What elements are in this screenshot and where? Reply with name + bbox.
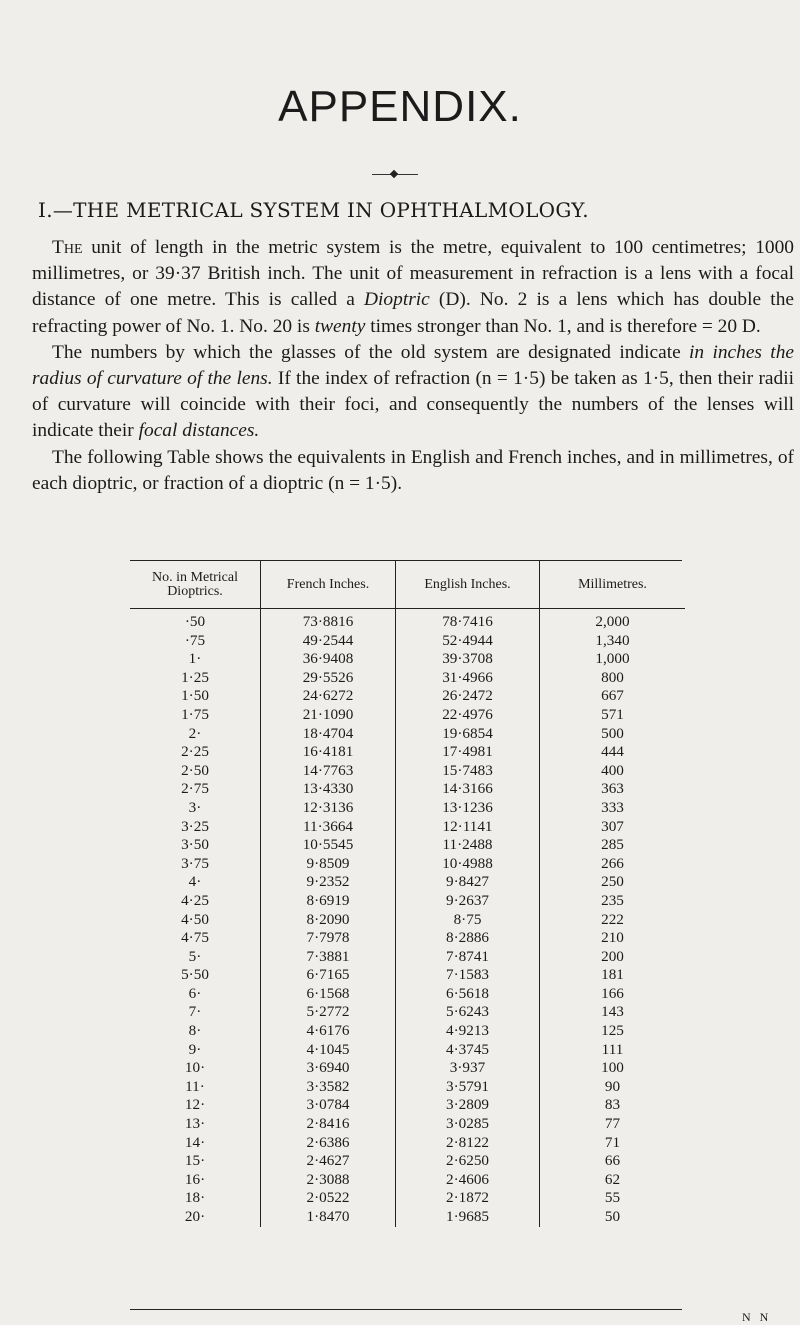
cell-french-inches: 9·8509 bbox=[261, 855, 396, 874]
cell-french-inches: 49·2544 bbox=[261, 632, 396, 651]
table-row bbox=[130, 1059, 685, 1078]
cell-french-inches: 5·2772 bbox=[261, 1003, 396, 1022]
cell-millimetres: 166 bbox=[540, 985, 686, 1004]
cell-millimetres: 1,340 bbox=[540, 632, 686, 651]
cell-french-inches: 8·2090 bbox=[261, 911, 396, 930]
cell-millimetres: 2,000 bbox=[540, 609, 686, 632]
signature-mark: N N bbox=[742, 1310, 772, 1324]
cell-english-inches: 2·4606 bbox=[396, 1171, 540, 1190]
cell-millimetres: 90 bbox=[540, 1078, 686, 1097]
table-row bbox=[130, 948, 685, 967]
cell-millimetres: 125 bbox=[540, 1022, 686, 1041]
paragraph-3 bbox=[32, 445, 794, 497]
cell-english-inches: 2·1872 bbox=[396, 1189, 540, 1208]
cell-english-inches: 5·6243 bbox=[396, 1003, 540, 1022]
table-row bbox=[130, 1022, 685, 1041]
paragraph-text: The numbers by which the glasses of the old system are designated indicate bbox=[52, 341, 690, 363]
table-row bbox=[130, 1096, 685, 1115]
paragraph-emphasis: twenty bbox=[314, 315, 366, 337]
cell-dioptric: 5·50 bbox=[181, 966, 209, 984]
table-row bbox=[130, 855, 685, 874]
table-row bbox=[130, 743, 685, 762]
cell-millimetres: 77 bbox=[540, 1115, 686, 1134]
cell-french-inches: 6·7165 bbox=[261, 966, 396, 985]
cell-english-inches: 19·6854 bbox=[396, 725, 540, 744]
cell-millimetres: 55 bbox=[540, 1189, 686, 1208]
cell-dioptric: 1·50 bbox=[181, 687, 209, 705]
cell-dioptric: 4· bbox=[188, 873, 202, 891]
table-row bbox=[130, 966, 685, 985]
table-body bbox=[130, 609, 685, 1227]
cell-millimetres: 1,000 bbox=[540, 650, 686, 669]
cell-dioptric: 4·75 bbox=[181, 929, 209, 947]
cell-millimetres: 235 bbox=[540, 892, 686, 911]
table-row bbox=[130, 706, 685, 725]
cell-french-inches: 3·0784 bbox=[261, 1096, 396, 1115]
header-metrical-dioptrics: No. in Metrical Dioptrics. bbox=[130, 561, 261, 609]
cell-dioptric: 1·75 bbox=[181, 705, 209, 723]
cell-dioptric: 13· bbox=[184, 1115, 206, 1133]
table-row bbox=[130, 1189, 685, 1208]
title-ornament-rule bbox=[372, 174, 418, 175]
table-row bbox=[130, 836, 685, 855]
cell-dioptric: 5· bbox=[188, 947, 202, 965]
table-row bbox=[130, 1041, 685, 1060]
cell-dioptric: 1· bbox=[188, 650, 202, 668]
cell-french-inches: 2·0522 bbox=[261, 1189, 396, 1208]
cell-english-inches: 3·2809 bbox=[396, 1096, 540, 1115]
table-row bbox=[130, 650, 685, 669]
cell-english-inches: 12·1141 bbox=[396, 818, 540, 837]
cell-dioptric: ·75 bbox=[184, 631, 206, 649]
cell-dioptric: 11· bbox=[185, 1077, 205, 1095]
cell-dioptric: 8· bbox=[188, 1022, 202, 1040]
cell-french-inches: 13·4330 bbox=[261, 780, 396, 799]
cell-english-inches: 15·7483 bbox=[396, 762, 540, 781]
cell-dioptric: 10· bbox=[184, 1059, 206, 1077]
cell-millimetres: 667 bbox=[540, 687, 686, 706]
cell-dioptric: 4·50 bbox=[181, 910, 209, 928]
cell-millimetres: 83 bbox=[540, 1096, 686, 1115]
cell-dioptric: 15· bbox=[184, 1152, 206, 1170]
paragraph-1 bbox=[32, 235, 794, 340]
table-row bbox=[130, 1115, 685, 1134]
cell-millimetres: 266 bbox=[540, 855, 686, 874]
cell-english-inches: 10·4988 bbox=[396, 855, 540, 874]
table-row bbox=[130, 1134, 685, 1153]
header-french-inches: French Inches. bbox=[261, 561, 396, 609]
cell-dioptric: 2·25 bbox=[181, 743, 209, 761]
table-row bbox=[130, 780, 685, 799]
paragraph-text: The following Table shows the equivalents in English and French inches, and in millimetres, of each dioptric, or fraction of a dioptric (n = 1·5). bbox=[32, 446, 794, 494]
cell-french-inches: 9·2352 bbox=[261, 873, 396, 892]
cell-english-inches: 39·3708 bbox=[396, 650, 540, 669]
table-row bbox=[130, 799, 685, 818]
cell-english-inches: 26·2472 bbox=[396, 687, 540, 706]
cell-french-inches: 73·8816 bbox=[261, 609, 396, 632]
cell-millimetres: 500 bbox=[540, 725, 686, 744]
body-text bbox=[32, 235, 794, 497]
table-header-row bbox=[130, 561, 685, 609]
cell-millimetres: 181 bbox=[540, 966, 686, 985]
cell-french-inches: 24·6272 bbox=[261, 687, 396, 706]
cell-dioptric: 2·50 bbox=[181, 761, 209, 779]
paragraph-emphasis: focal distances. bbox=[138, 420, 260, 442]
cell-millimetres: 50 bbox=[540, 1208, 686, 1227]
cell-english-inches: 9·8427 bbox=[396, 873, 540, 892]
table-row bbox=[130, 911, 685, 930]
cell-french-inches: 14·7763 bbox=[261, 762, 396, 781]
table-row bbox=[130, 609, 685, 632]
table-row bbox=[130, 1003, 685, 1022]
cell-dioptric: 1·25 bbox=[181, 668, 209, 686]
cell-millimetres: 307 bbox=[540, 818, 686, 837]
cell-dioptric: 4·25 bbox=[181, 891, 209, 909]
cell-english-inches: 9·2637 bbox=[396, 892, 540, 911]
cell-dioptric: 3·75 bbox=[181, 854, 209, 872]
cell-english-inches: 7·8741 bbox=[396, 948, 540, 967]
cell-french-inches: 29·5526 bbox=[261, 669, 396, 688]
paragraph-text: unit of length in the metric system is the metre, equivalent to 100 centimetres; 1000 millimetres, or 39·37 British inch. The unit of measurement in refraction is a lens with a focal distance of one metre. This is called a bbox=[32, 237, 794, 311]
cell-millimetres: 143 bbox=[540, 1003, 686, 1022]
cell-french-inches: 12·3136 bbox=[261, 799, 396, 818]
cell-english-inches: 7·1583 bbox=[396, 966, 540, 985]
table-row bbox=[130, 669, 685, 688]
paragraph-text: times stronger than No. 1, and is therefore = 20 D. bbox=[365, 315, 761, 337]
cell-dioptric: 9· bbox=[188, 1040, 202, 1058]
cell-dioptric: 2· bbox=[188, 724, 202, 742]
table-row bbox=[130, 762, 685, 781]
cell-millimetres: 250 bbox=[540, 873, 686, 892]
table-row bbox=[130, 1078, 685, 1097]
paragraph-2 bbox=[32, 340, 794, 445]
cell-millimetres: 210 bbox=[540, 929, 686, 948]
cell-french-inches: 11·3664 bbox=[261, 818, 396, 837]
cell-english-inches: 4·3745 bbox=[396, 1041, 540, 1060]
cell-english-inches: 13·1236 bbox=[396, 799, 540, 818]
table-row bbox=[130, 873, 685, 892]
cell-millimetres: 571 bbox=[540, 706, 686, 725]
cell-french-inches: 7·3881 bbox=[261, 948, 396, 967]
paragraph-lead: The bbox=[52, 237, 83, 258]
cell-english-inches: 11·2488 bbox=[396, 836, 540, 855]
cell-english-inches: 2·8122 bbox=[396, 1134, 540, 1153]
cell-french-inches: 3·6940 bbox=[261, 1059, 396, 1078]
cell-french-inches: 2·4627 bbox=[261, 1152, 396, 1171]
cell-dioptric: 20· bbox=[184, 1208, 206, 1225]
cell-english-inches: 52·4944 bbox=[396, 632, 540, 651]
paragraph-text: If the index of refraction (n = 1·5) be taken as 1·5, then their radii of curvature will coincide with their foci, and consequently the numbers of the lenses will indicate their bbox=[32, 368, 794, 442]
cell-dioptric: 3·25 bbox=[181, 817, 209, 835]
cell-french-inches: 4·1045 bbox=[261, 1041, 396, 1060]
cell-french-inches: 16·4181 bbox=[261, 743, 396, 762]
cell-french-inches: 7·7978 bbox=[261, 929, 396, 948]
table-row bbox=[130, 892, 685, 911]
cell-millimetres: 71 bbox=[540, 1134, 686, 1153]
cell-dioptric: 14· bbox=[184, 1133, 206, 1151]
cell-english-inches: 8·2886 bbox=[396, 929, 540, 948]
cell-english-inches: 78·7416 bbox=[396, 609, 540, 632]
table-row bbox=[130, 687, 685, 706]
section-heading: I.—THE METRICAL SYSTEM IN OPHTHALMOLOGY. bbox=[38, 198, 589, 222]
cell-dioptric: 12· bbox=[184, 1096, 206, 1114]
cell-millimetres: 200 bbox=[540, 948, 686, 967]
header-english-inches: English Inches. bbox=[396, 561, 540, 609]
cell-english-inches: 1·9685 bbox=[396, 1208, 540, 1227]
cell-english-inches: 14·3166 bbox=[396, 780, 540, 799]
cell-french-inches: 8·6919 bbox=[261, 892, 396, 911]
cell-english-inches: 3·0285 bbox=[396, 1115, 540, 1134]
cell-french-inches: 3·3582 bbox=[261, 1078, 396, 1097]
paragraph-emphasis: in inches the radius of curvature of the lens. bbox=[32, 341, 794, 390]
cell-dioptric: 16· bbox=[184, 1170, 206, 1188]
cell-millimetres: 800 bbox=[540, 669, 686, 688]
cell-english-inches: 3·5791 bbox=[396, 1078, 540, 1097]
cell-french-inches: 10·5545 bbox=[261, 836, 396, 855]
cell-millimetres: 400 bbox=[540, 762, 686, 781]
cell-millimetres: 285 bbox=[540, 836, 686, 855]
cell-dioptric: 3· bbox=[188, 798, 202, 816]
cell-dioptric: 7· bbox=[188, 1003, 202, 1021]
cell-dioptric: 3·50 bbox=[181, 836, 209, 854]
table-row bbox=[130, 632, 685, 651]
table-row bbox=[130, 1171, 685, 1190]
cell-english-inches: 6·5618 bbox=[396, 985, 540, 1004]
cell-english-inches: 22·4976 bbox=[396, 706, 540, 725]
cell-millimetres: 222 bbox=[540, 911, 686, 930]
cell-millimetres: 100 bbox=[540, 1059, 686, 1078]
diamond-ornament-icon bbox=[390, 170, 398, 178]
paragraph-text: (D). No. 2 is a lens which has double the refracting power of No. 1. No. 20 is bbox=[32, 289, 794, 337]
cell-french-inches: 18·4704 bbox=[261, 725, 396, 744]
cell-french-inches: 2·8416 bbox=[261, 1115, 396, 1134]
table-row bbox=[130, 929, 685, 948]
cell-english-inches: 8·75 bbox=[396, 911, 540, 930]
cell-english-inches: 3·937 bbox=[396, 1059, 540, 1078]
cell-dioptric: 2·75 bbox=[181, 780, 209, 798]
cell-dioptric: 18· bbox=[184, 1189, 206, 1207]
table-row bbox=[130, 1152, 685, 1171]
cell-french-inches: 2·3088 bbox=[261, 1171, 396, 1190]
cell-french-inches: 6·1568 bbox=[261, 985, 396, 1004]
cell-millimetres: 333 bbox=[540, 799, 686, 818]
cell-dioptric: ·50 bbox=[184, 613, 206, 630]
paragraph-emphasis: Dioptric bbox=[364, 289, 430, 311]
cell-english-inches: 2·6250 bbox=[396, 1152, 540, 1171]
cell-english-inches: 4·9213 bbox=[396, 1022, 540, 1041]
page-title: APPENDIX. bbox=[278, 82, 522, 131]
table-row bbox=[130, 818, 685, 837]
table-row bbox=[130, 1208, 685, 1227]
table-row bbox=[130, 725, 685, 744]
cell-english-inches: 31·4966 bbox=[396, 669, 540, 688]
cell-french-inches: 1·8470 bbox=[261, 1208, 396, 1227]
header-millimetres: Millimetres. bbox=[540, 561, 686, 609]
cell-english-inches: 17·4981 bbox=[396, 743, 540, 762]
cell-millimetres: 62 bbox=[540, 1171, 686, 1190]
cell-millimetres: 363 bbox=[540, 780, 686, 799]
cell-french-inches: 2·6386 bbox=[261, 1134, 396, 1153]
cell-millimetres: 66 bbox=[540, 1152, 686, 1171]
cell-dioptric: 6· bbox=[188, 984, 202, 1002]
cell-french-inches: 4·6176 bbox=[261, 1022, 396, 1041]
dioptric-equivalents-table bbox=[130, 560, 682, 1310]
cell-french-inches: 21·1090 bbox=[261, 706, 396, 725]
cell-french-inches: 36·9408 bbox=[261, 650, 396, 669]
table-row bbox=[130, 985, 685, 1004]
cell-millimetres: 444 bbox=[540, 743, 686, 762]
cell-millimetres: 111 bbox=[540, 1041, 686, 1060]
